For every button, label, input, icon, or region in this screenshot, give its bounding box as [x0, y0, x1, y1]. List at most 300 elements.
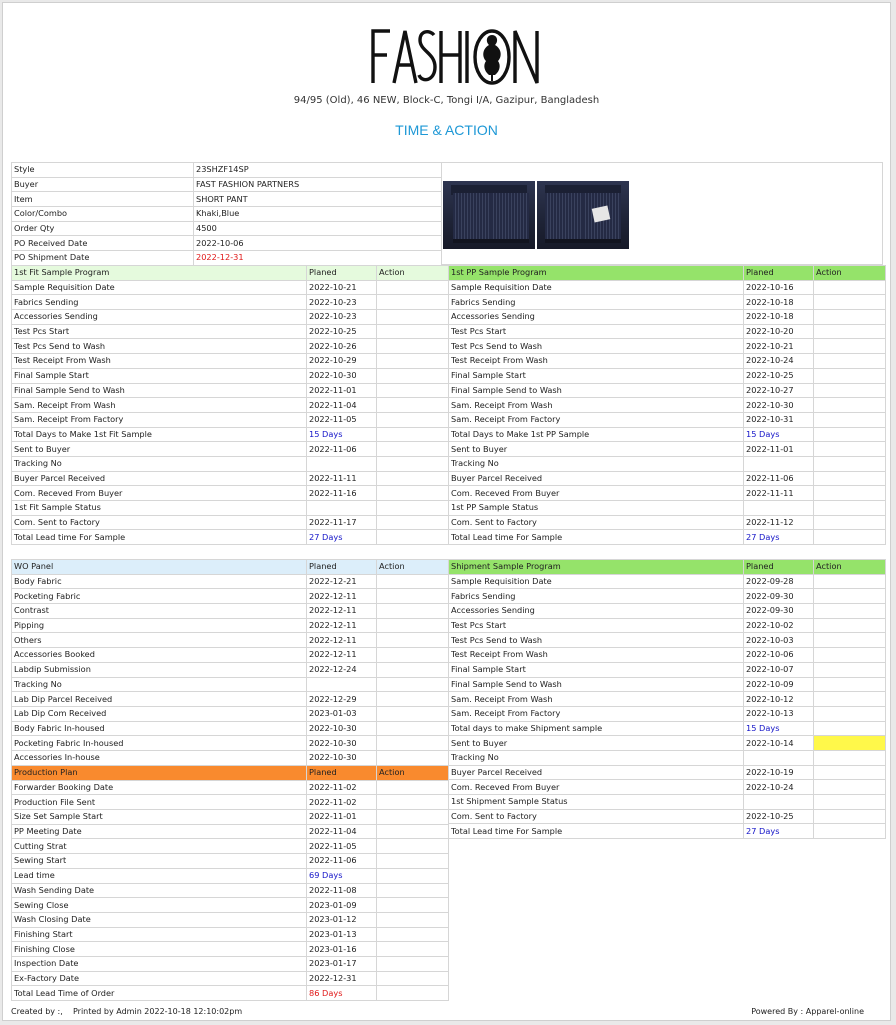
milestone-row: [12, 721, 449, 736]
planned-date: 2022-12-11: [307, 648, 377, 663]
milestone-row: [12, 883, 449, 898]
section-header-row: [12, 266, 449, 281]
milestone-label: Tracking No: [12, 677, 307, 692]
planned-date: 2022-11-11: [307, 471, 377, 486]
milestone-label: Production File Sent: [12, 795, 307, 810]
milestone-label: Test Pcs Start: [12, 324, 307, 339]
milestone-label: Pocketing Fabric In-housed: [12, 736, 307, 751]
milestone-row: [449, 750, 886, 765]
info-value: Khaki,Blue: [194, 207, 442, 222]
info-label: PO Shipment Date: [12, 251, 194, 266]
milestone-row: [12, 368, 449, 383]
action-cell: [377, 868, 449, 883]
milestone-row: [449, 501, 886, 516]
milestone-label: 1st PP Sample Status: [449, 501, 744, 516]
action-cell: [377, 427, 449, 442]
info-value: 2022-12-31: [194, 251, 442, 266]
milestone-row: [12, 589, 449, 604]
planned-date: 15 Days: [307, 427, 377, 442]
milestone-label: Ex-Factory Date: [12, 971, 307, 986]
planned-date: 2023-01-13: [307, 927, 377, 942]
action-cell: [377, 354, 449, 369]
report-page: [2, 2, 891, 1021]
action-cell: [814, 354, 886, 369]
milestone-label: Sam. Receipt From Factory: [449, 412, 744, 427]
planned-date: 2022-10-30: [307, 368, 377, 383]
planned-date: 2022-10-29: [307, 354, 377, 369]
planned-date: 2022-11-04: [307, 398, 377, 413]
info-value: 23SHZF14SP: [194, 163, 442, 178]
planned-column-header: Planed: [307, 266, 377, 281]
milestone-row: [449, 736, 886, 751]
planned-date: 2022-10-30: [307, 750, 377, 765]
action-cell: [814, 677, 886, 692]
milestone-row: [449, 324, 886, 339]
action-cell: [814, 824, 886, 839]
action-cell: [814, 662, 886, 677]
milestone-label: Total Lead Time of Order: [12, 986, 307, 1001]
action-cell: [814, 633, 886, 648]
milestone-row: [449, 574, 886, 589]
milestone-label: Sewing Close: [12, 898, 307, 913]
milestone-label: Final Sample Start: [449, 662, 744, 677]
action-column-header: Action: [814, 560, 886, 575]
planned-date: 2022-12-21: [307, 574, 377, 589]
milestone-row: [449, 442, 886, 457]
style-info-table: [11, 162, 442, 266]
milestone-row: [12, 912, 449, 927]
planned-date: 2022-10-30: [307, 721, 377, 736]
action-cell: [814, 574, 886, 589]
milestone-label: Buyer Parcel Received: [449, 765, 744, 780]
milestone-label: Com. Receved From Buyer: [449, 486, 744, 501]
milestone-row: [12, 604, 449, 619]
milestone-label: Final Sample Start: [449, 368, 744, 383]
info-value: FAST FASHION PARTNERS: [194, 177, 442, 192]
planned-date: 2022-11-05: [307, 839, 377, 854]
section-header-row: [449, 266, 886, 281]
section-title: 1st PP Sample Program: [449, 266, 744, 281]
fashion-logo: [368, 27, 543, 85]
action-cell: [814, 398, 886, 413]
milestone-label: Buyer Parcel Received: [12, 471, 307, 486]
milestone-label: Accessories Sending: [449, 604, 744, 619]
milestone-row: [12, 280, 449, 295]
milestone-row: [449, 383, 886, 398]
action-cell: [377, 442, 449, 457]
planned-date: 2022-11-02: [307, 795, 377, 810]
milestone-label: Fabrics Sending: [449, 589, 744, 604]
milestone-row: [12, 692, 449, 707]
milestone-label: Total Lead time For Sample: [449, 824, 744, 839]
milestone-label: Finishing Start: [12, 927, 307, 942]
planned-date: 2022-10-20: [744, 324, 814, 339]
production-plan-table: [11, 765, 449, 1001]
milestone-label: Finishing Close: [12, 942, 307, 957]
action-cell: [814, 692, 886, 707]
milestone-row: [12, 427, 449, 442]
milestone-label: Labdip Submission: [12, 662, 307, 677]
planned-date: 2023-01-17: [307, 956, 377, 971]
milestone-row: [449, 427, 886, 442]
planned-date: 2022-12-31: [307, 971, 377, 986]
milestone-row: [449, 412, 886, 427]
milestone-label: Pocketing Fabric: [12, 589, 307, 604]
info-value: 2022-10-06: [194, 236, 442, 251]
milestone-row: [12, 530, 449, 545]
planned-date: 2023-01-12: [307, 912, 377, 927]
milestone-label: Final Sample Send to Wash: [449, 677, 744, 692]
info-value: SHORT PANT: [194, 192, 442, 207]
planned-date: 2022-10-26: [307, 339, 377, 354]
planned-date: 2022-10-21: [744, 339, 814, 354]
planned-date: [307, 501, 377, 516]
action-cell: [814, 501, 886, 516]
milestone-row: [449, 618, 886, 633]
milestone-row: [12, 574, 449, 589]
planned-date: 2022-12-24: [307, 662, 377, 677]
planned-date: [744, 795, 814, 810]
action-cell: [377, 618, 449, 633]
milestone-row: [12, 677, 449, 692]
milestone-row: [12, 456, 449, 471]
milestone-label: Buyer Parcel Received: [449, 471, 744, 486]
milestone-row: [12, 442, 449, 457]
milestone-row: [449, 809, 886, 824]
action-cell: [377, 677, 449, 692]
action-cell: [377, 956, 449, 971]
footer-powered-by: Powered By : Apparel-online: [751, 1007, 864, 1016]
info-label: Style: [12, 163, 194, 178]
milestone-label: Sample Requisition Date: [449, 574, 744, 589]
milestone-label: Sent to Buyer: [449, 736, 744, 751]
planned-date: 2022-10-12: [744, 692, 814, 707]
milestone-label: Test Pcs Send to Wash: [449, 339, 744, 354]
milestone-row: [449, 692, 886, 707]
info-row: [12, 236, 442, 251]
action-cell: [814, 750, 886, 765]
milestone-label: Accessories In-house: [12, 750, 307, 765]
action-cell: [377, 927, 449, 942]
planned-column-header: Planed: [307, 560, 377, 575]
info-row: [12, 207, 442, 222]
milestone-row: [12, 515, 449, 530]
milestone-row: [449, 530, 886, 545]
action-cell: [377, 824, 449, 839]
milestone-row: [12, 383, 449, 398]
milestone-row: [449, 662, 886, 677]
milestone-label: Com. Sent to Factory: [12, 515, 307, 530]
action-cell: [814, 780, 886, 795]
milestone-row: [12, 486, 449, 501]
action-cell: [814, 324, 886, 339]
planned-date: 2022-10-06: [744, 648, 814, 663]
action-cell: [377, 986, 449, 1001]
milestone-label: Accessories Booked: [12, 648, 307, 663]
action-cell: [814, 515, 886, 530]
action-cell: [377, 412, 449, 427]
info-label: Buyer: [12, 177, 194, 192]
info-row: [12, 177, 442, 192]
milestone-label: Com. Receved From Buyer: [449, 780, 744, 795]
action-cell: [377, 398, 449, 413]
fit-sample-table: [11, 265, 449, 545]
planned-date: 2022-10-13: [744, 706, 814, 721]
action-column-header: Action: [377, 560, 449, 575]
milestone-row: [12, 471, 449, 486]
action-cell: [377, 883, 449, 898]
milestone-row: [12, 398, 449, 413]
product-photo-front: [443, 181, 535, 249]
planned-date: 2022-11-05: [307, 412, 377, 427]
planned-date: 15 Days: [744, 427, 814, 442]
milestone-label: 1st Shipment Sample Status: [449, 795, 744, 810]
milestone-row: [12, 824, 449, 839]
action-cell: [377, 736, 449, 751]
action-cell: [814, 721, 886, 736]
section-title: Shipment Sample Program: [449, 560, 744, 575]
planned-date: 2022-11-01: [307, 383, 377, 398]
milestone-row: [449, 515, 886, 530]
milestone-row: [449, 310, 886, 325]
planned-date: 2022-10-27: [744, 383, 814, 398]
section-title: Production Plan: [12, 766, 307, 781]
milestone-row: [449, 677, 886, 692]
info-label: PO Received Date: [12, 236, 194, 251]
planned-date: 2023-01-09: [307, 898, 377, 913]
milestone-row: [12, 750, 449, 765]
milestone-label: Accessories Sending: [12, 310, 307, 325]
action-cell: [814, 589, 886, 604]
planned-date: 2022-10-24: [744, 780, 814, 795]
milestone-label: Accessories Sending: [449, 310, 744, 325]
milestone-label: Test Receipt From Wash: [449, 648, 744, 663]
planned-date: 2022-11-17: [307, 515, 377, 530]
planned-date: 2022-11-06: [307, 442, 377, 457]
action-cell: [377, 456, 449, 471]
milestone-row: [12, 956, 449, 971]
milestone-label: Tracking No: [12, 456, 307, 471]
milestone-label: Sam. Receipt From Wash: [12, 398, 307, 413]
milestone-row: [12, 854, 449, 869]
section-header-row: [449, 560, 886, 575]
action-cell: [377, 501, 449, 516]
action-cell: [377, 692, 449, 707]
milestone-label: Sam. Receipt From Wash: [449, 692, 744, 707]
planned-date: 15 Days: [744, 721, 814, 736]
milestone-label: Sewing Start: [12, 854, 307, 869]
action-cell: [377, 339, 449, 354]
milestone-row: [449, 648, 886, 663]
action-cell: [814, 471, 886, 486]
milestone-label: Sample Requisition Date: [449, 280, 744, 295]
action-cell: [377, 633, 449, 648]
action-cell: [814, 442, 886, 457]
milestone-label: Body Fabric: [12, 574, 307, 589]
milestone-label: Test Receipt From Wash: [12, 354, 307, 369]
action-cell: [377, 810, 449, 825]
info-label: Order Qty: [12, 221, 194, 236]
milestone-row: [12, 736, 449, 751]
planned-date: 2023-01-03: [307, 706, 377, 721]
planned-date: 2022-10-23: [307, 295, 377, 310]
action-cell: [377, 898, 449, 913]
action-cell: [814, 648, 886, 663]
info-label: Color/Combo: [12, 207, 194, 222]
milestone-label: Others: [12, 633, 307, 648]
action-cell: [814, 427, 886, 442]
milestone-row: [449, 398, 886, 413]
milestone-label: Sample Requisition Date: [12, 280, 307, 295]
planned-date: [744, 750, 814, 765]
planned-date: 2022-11-06: [307, 854, 377, 869]
milestone-label: Cutting Strat: [12, 839, 307, 854]
milestone-row: [12, 927, 449, 942]
planned-date: 2022-12-11: [307, 618, 377, 633]
action-cell: [377, 706, 449, 721]
milestone-label: Pipping: [12, 618, 307, 633]
planned-date: 2022-10-18: [744, 310, 814, 325]
milestone-row: [12, 324, 449, 339]
milestone-label: Tracking No: [449, 456, 744, 471]
planned-date: 2022-09-28: [744, 574, 814, 589]
milestone-label: Inspection Date: [12, 956, 307, 971]
milestone-row: [449, 456, 886, 471]
planned-date: 2022-09-30: [744, 604, 814, 619]
planned-date: 2022-11-04: [307, 824, 377, 839]
section-title: WO Panel: [12, 560, 307, 575]
planned-date: 27 Days: [307, 530, 377, 545]
action-cell: [814, 339, 886, 354]
action-cell: [377, 648, 449, 663]
milestone-row: [12, 795, 449, 810]
action-column-header: Action: [377, 266, 449, 281]
milestone-label: Sam. Receipt From Factory: [12, 412, 307, 427]
info-row: [12, 251, 442, 266]
planned-date: 2022-10-02: [744, 618, 814, 633]
milestone-label: Sent to Buyer: [12, 442, 307, 457]
action-cell: [377, 971, 449, 986]
company-address: 94/95 (Old), 46 NEW, Block-C, Tongi I/A, Gazipur, Bangladesh: [293, 95, 600, 106]
action-cell: [814, 795, 886, 810]
milestone-row: [12, 354, 449, 369]
milestone-label: Tracking No: [449, 750, 744, 765]
section-header-row: [12, 766, 449, 781]
planned-date: 2022-09-30: [744, 589, 814, 604]
action-cell: [377, 368, 449, 383]
planned-date: 27 Days: [744, 824, 814, 839]
planned-date: 2022-11-12: [744, 515, 814, 530]
action-cell: [377, 780, 449, 795]
planned-date: 69 Days: [307, 868, 377, 883]
milestone-label: Total Days to Make 1st PP Sample: [449, 427, 744, 442]
action-cell: [377, 912, 449, 927]
action-cell: [814, 412, 886, 427]
milestone-row: [449, 604, 886, 619]
milestone-label: Total Lead time For Sample: [12, 530, 307, 545]
milestone-row: [449, 824, 886, 839]
action-cell: [377, 795, 449, 810]
milestone-row: [449, 780, 886, 795]
milestone-row: [12, 971, 449, 986]
milestone-label: Sam. Receipt From Wash: [449, 398, 744, 413]
planned-column-header: Planed: [744, 560, 814, 575]
planned-column-header: Planed: [744, 266, 814, 281]
planned-date: 2022-11-02: [307, 780, 377, 795]
milestone-row: [449, 706, 886, 721]
milestone-label: Total days to make Shipment sample: [449, 721, 744, 736]
planned-date: 2022-12-11: [307, 604, 377, 619]
planned-date: 2022-10-14: [744, 736, 814, 751]
action-cell: [377, 662, 449, 677]
milestone-row: [12, 648, 449, 663]
milestone-label: Lab Dip Com Received: [12, 706, 307, 721]
action-cell: [814, 310, 886, 325]
planned-date: [307, 677, 377, 692]
planned-date: 2022-11-16: [307, 486, 377, 501]
planned-date: 2023-01-16: [307, 942, 377, 957]
milestone-row: [12, 780, 449, 795]
page-title: TIME & ACTION: [395, 122, 498, 138]
planned-date: 27 Days: [744, 530, 814, 545]
action-cell: [377, 530, 449, 545]
action-column-header: Action: [377, 766, 449, 781]
action-cell: [377, 604, 449, 619]
info-row: [12, 221, 442, 236]
milestone-label: Lead time: [12, 868, 307, 883]
info-label: Item: [12, 192, 194, 207]
action-cell: [814, 765, 886, 780]
milestone-row: [12, 942, 449, 957]
info-row: [12, 163, 442, 178]
milestone-row: [12, 618, 449, 633]
milestone-label: PP Meeting Date: [12, 824, 307, 839]
section-header-row: [12, 560, 449, 575]
milestone-row: [449, 295, 886, 310]
milestone-row: [449, 471, 886, 486]
action-cell: [377, 310, 449, 325]
action-cell: [814, 604, 886, 619]
planned-column-header: Planed: [307, 766, 377, 781]
wo-panel-table: [11, 559, 449, 766]
planned-date: 2022-10-07: [744, 662, 814, 677]
action-cell: [377, 324, 449, 339]
milestone-label: Lab Dip Parcel Received: [12, 692, 307, 707]
section-title: 1st Fit Sample Program: [12, 266, 307, 281]
milestone-label: 1st Fit Sample Status: [12, 501, 307, 516]
milestone-row: [449, 795, 886, 810]
planned-date: 2022-10-23: [307, 310, 377, 325]
milestone-label: Sam. Receipt From Factory: [449, 706, 744, 721]
planned-date: 2022-10-18: [744, 295, 814, 310]
action-cell: [377, 515, 449, 530]
planned-date: 2022-11-01: [307, 810, 377, 825]
shipment-sample-table: [448, 559, 886, 839]
planned-date: 2022-10-30: [744, 398, 814, 413]
planned-date: 2022-10-25: [744, 368, 814, 383]
action-cell: [377, 750, 449, 765]
milestone-row: [449, 354, 886, 369]
milestone-row: [449, 721, 886, 736]
planned-date: 2022-10-19: [744, 765, 814, 780]
milestone-row: [449, 765, 886, 780]
planned-date: 2022-12-29: [307, 692, 377, 707]
milestone-label: Wash Sending Date: [12, 883, 307, 898]
info-value: 4500: [194, 221, 442, 236]
planned-date: 2022-10-09: [744, 677, 814, 692]
milestone-label: Forwarder Booking Date: [12, 780, 307, 795]
milestone-label: Test Pcs Send to Wash: [12, 339, 307, 354]
